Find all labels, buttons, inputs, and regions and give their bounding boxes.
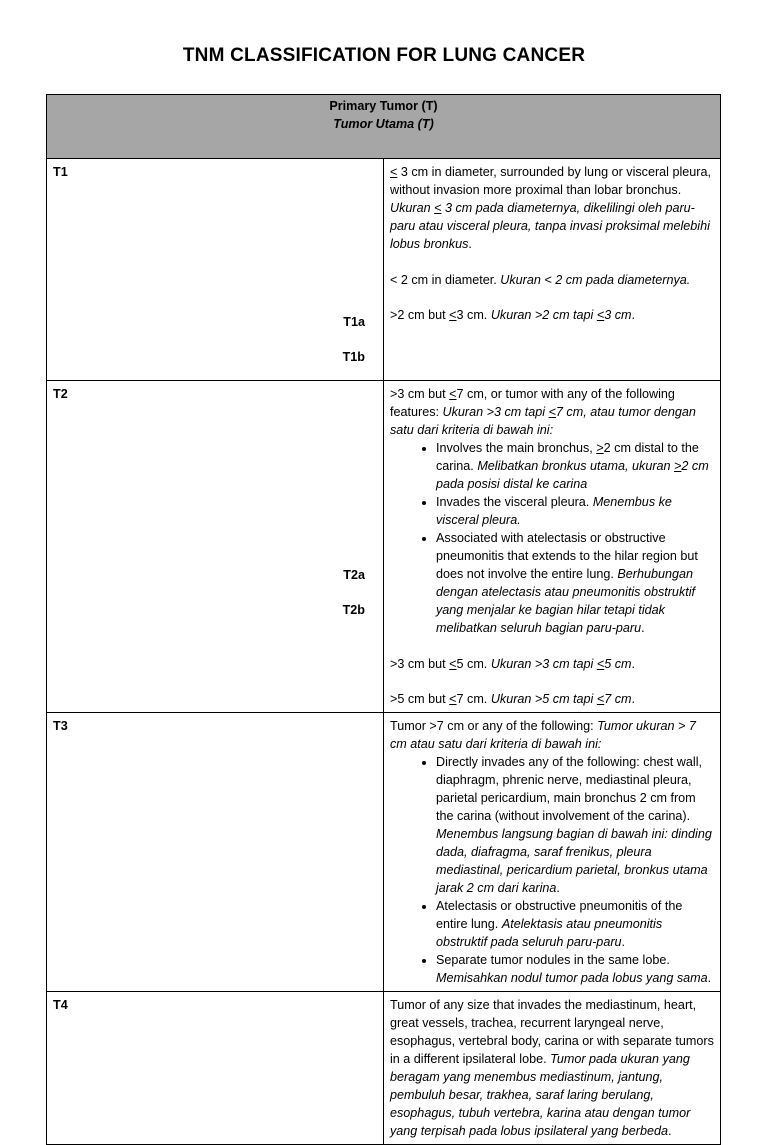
table-row-t4	[47, 992, 721, 1145]
description-cell-t2	[384, 381, 721, 713]
stage-label-t2a: T2a	[343, 568, 365, 582]
page-title: TNM CLASSIFICATION FOR LUNG CANCER	[182, 45, 586, 66]
description-cell-t4	[384, 992, 721, 1145]
description-cell-t3	[384, 713, 721, 992]
t1a-description: < 2 cm in diameter. Ukuran < 2 cm pada diameternya.	[390, 273, 691, 287]
table-header	[47, 95, 721, 159]
t1-description: < 3 cm in diameter, surrounded by lung or visceral pleura, without invasion more proximal than lobar bronchus. Ukuran < 3 cm pada diameternya, dikelilingi oleh paru-paru atau visceral pleura, tanpa invasi proksimal melebihi lobus bronkus.	[390, 165, 711, 251]
stage-label-t1: T1	[53, 165, 68, 179]
stage-cell-t4	[47, 992, 384, 1145]
stage-cell-t1	[47, 159, 384, 381]
list-item: • Associated with atelectasis or obstructive pneumonitis that extends to the hilar region but does not involve the entire lung. Berhubungan dengan atelectasis atau pneumonitis obstruktif yang menjalar ke bagian hilar tetapi tidak melibatkan seluruh bagian paru-paru.	[436, 529, 714, 637]
t4-description: Tumor of any size that invades the mediastinum, heart, great vessels, trachea, recurrent laryngeal nerve, esophagus, vertebral body, carina or with separate tumors in a different ipsilateral lobe. Tumor pada ukuran yang beragam yang menembus mediastinum, jantung, pembuluh besar, trakhea, saraf laring berulang, esophagus, tubuh vertebra, karina atau dengan tumor yang terpisah pada lobus ipsilateral yang berbeda.	[390, 998, 714, 1138]
stage-label-t2b: T2b	[342, 603, 365, 617]
t1b-description: >2 cm but <3 cm. Ukuran >2 cm tapi <3 cm.	[390, 308, 636, 322]
table-row-t2	[47, 381, 721, 713]
list-item: • Involves the main bronchus, >2 cm distal to the carina. Melibatkan bronkus utama, ukuran >2 cm pada posisi distal ke carina	[436, 439, 714, 493]
list-item: • Invades the visceral pleura. Menembus ke visceral pleura.	[436, 493, 714, 529]
t3-description: Tumor >7 cm or any of the following: Tumor ukuran > 7 cm atau satu dari kriteria di bawah ini:	[390, 719, 696, 751]
stage-label-t4: T4	[53, 998, 68, 1012]
table-header-row	[47, 95, 721, 159]
stage-label-t3: T3	[53, 719, 68, 733]
header-english: Primary Tumor (T)	[329, 99, 438, 113]
t2b-description: >5 cm but <7 cm. Ukuran >5 cm tapi <7 cm.	[390, 692, 636, 706]
stage-label-t1a: T1a	[343, 315, 365, 329]
table-row-t1	[47, 159, 721, 381]
t3-criteria-list	[390, 753, 714, 987]
list-item: • Directly invades any of the following: chest wall, diaphragm, phrenic nerve, mediastinal pleura, parietal pericardium, main bronchus 2 cm from the carina (without involvement of the carina). Menembus langsung bagian di bawah ini: dinding dada, diafragma, saraf frenikus, pleura mediastinal, pericardium parietal, bronkus utama jarak 2 cm dari karina.	[436, 753, 714, 897]
t2a-description: >3 cm but <5 cm. Ukuran >3 cm tapi <5 cm.	[390, 657, 636, 671]
stage-cell-t2	[47, 381, 384, 713]
list-item: • Atelectasis or obstructive pneumonitis of the entire lung. Atelektasis atau pneumonitis obstruktif pada seluruh paru-paru.	[436, 897, 714, 951]
tnm-table	[46, 94, 721, 1145]
stage-label-t1b: T1b	[342, 350, 365, 364]
list-item: • Separate tumor nodules in the same lobe. Memisahkan nodul tumor pada lobus yang sama.	[436, 951, 714, 987]
description-cell-t1	[384, 159, 721, 381]
stage-cell-t3	[47, 713, 384, 992]
table-row-t3	[47, 713, 721, 992]
stage-label-t2: T2	[53, 387, 68, 401]
t2-description: >3 cm but <7 cm, or tumor with any of the following features: Ukuran >3 cm tapi <7 cm, atau tumor dengan satu dari kriteria di bawah ini:	[390, 387, 696, 437]
header-indonesian: Tumor Utama (T)	[333, 117, 434, 131]
t2-criteria-list	[390, 439, 714, 637]
